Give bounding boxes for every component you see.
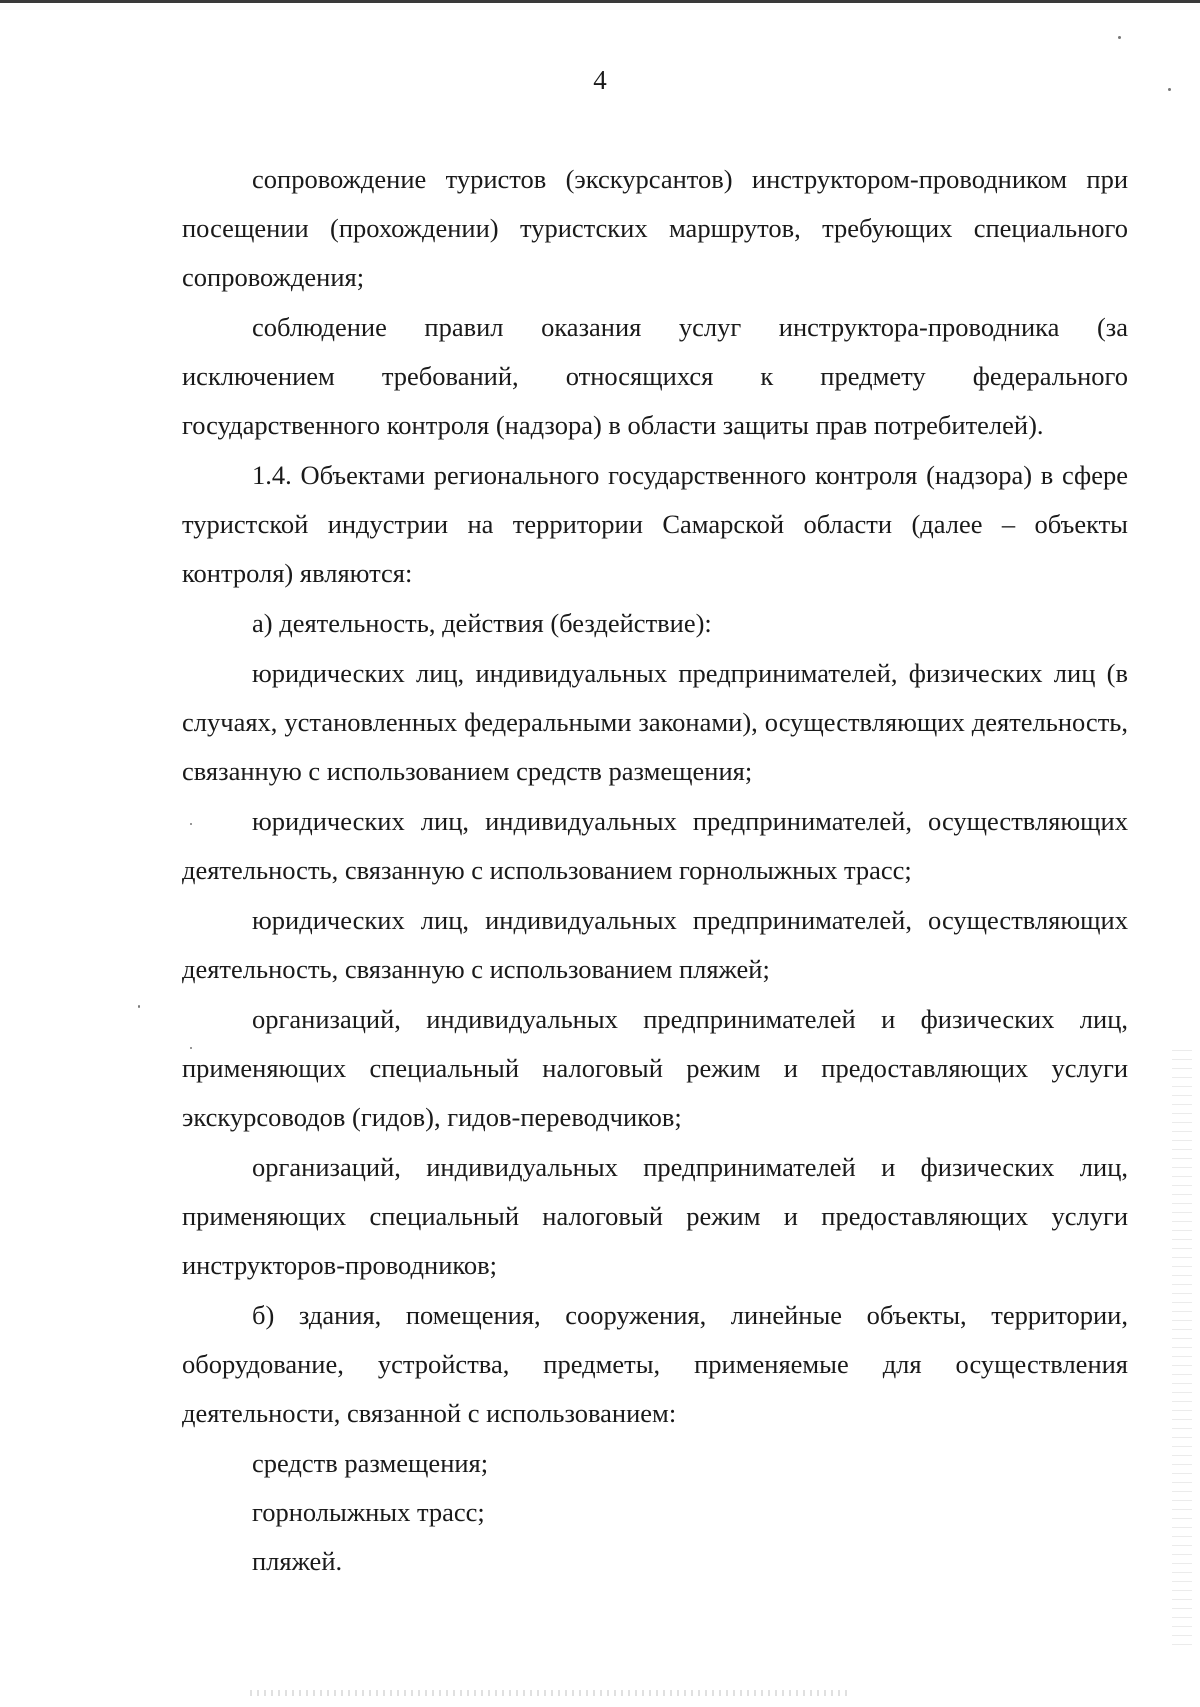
list-item-beaches: пляжей.	[252, 1546, 343, 1576]
scan-speck	[138, 1005, 140, 1008]
paragraph-accommodation: юридических лиц, индивидуальных предпринимателей, физических лиц (в случаях, установленных федеральными законами), осуществляющих деятельность, связанную с использованием средств размещения;	[182, 658, 1128, 786]
scan-speck	[190, 823, 192, 825]
paragraph-control-objects: 1.4. Объектами регионального государственного контроля (надзора) в сфере туристской индустрии на территории Самарской области (далее – объекты контроля) являются:	[182, 460, 1128, 588]
list-item-ski-slopes: горнолыжных трасс;	[252, 1497, 485, 1527]
scan-speck	[1168, 88, 1171, 91]
list-item-accommodation: средств размещения;	[252, 1448, 489, 1478]
paragraph-ski-slopes: юридических лиц, индивидуальных предпринимателей, осуществляющих деятельность, связанную с использованием горнолыжных трасс;	[182, 806, 1128, 885]
paragraph-instructors: организаций, индивидуальных предпринимателей и физических лиц, применяющих специальный налоговый режим и предоставляющих услуги инструкторов-проводников;	[182, 1152, 1128, 1280]
scan-speck	[1118, 36, 1121, 39]
paragraph-guide-rules: соблюдение правил оказания услуг инструктора-проводника (за исключением требований, относящихся к предмету федерального государственного контроля (надзора) в области защиты прав потребителей).	[182, 312, 1128, 440]
scan-bottom-noise	[250, 1690, 850, 1696]
paragraph-beaches: юридических лиц, индивидуальных предпринимателей, осуществляющих деятельность, связанную с использованием пляжей;	[182, 905, 1128, 984]
paragraph-activities: а) деятельность, действия (бездействие):	[252, 608, 712, 638]
paragraph-tourist-escort: сопровождение туристов (экскурсантов) инструктором-проводником при посещении (прохождении) туристских маршрутов, требующих специального сопровождения;	[182, 164, 1128, 292]
paragraph-buildings: б) здания, помещения, сооружения, линейные объекты, территории, оборудование, устройства, предметы, применяемые для осуществления деятельности, связанной с использованием:	[182, 1300, 1128, 1428]
page-number: 4	[593, 65, 607, 95]
scan-speck	[190, 1047, 192, 1049]
paragraph-guides: организаций, индивидуальных предпринимателей и физических лиц, применяющих специальный налоговый режим и предоставляющих услуги экскурсоводов (гидов), гидов-переводчиков;	[182, 1004, 1128, 1132]
scan-edge-noise	[1172, 1050, 1192, 1650]
scan-top-edge	[0, 0, 1200, 3]
document-body	[182, 155, 1128, 1586]
